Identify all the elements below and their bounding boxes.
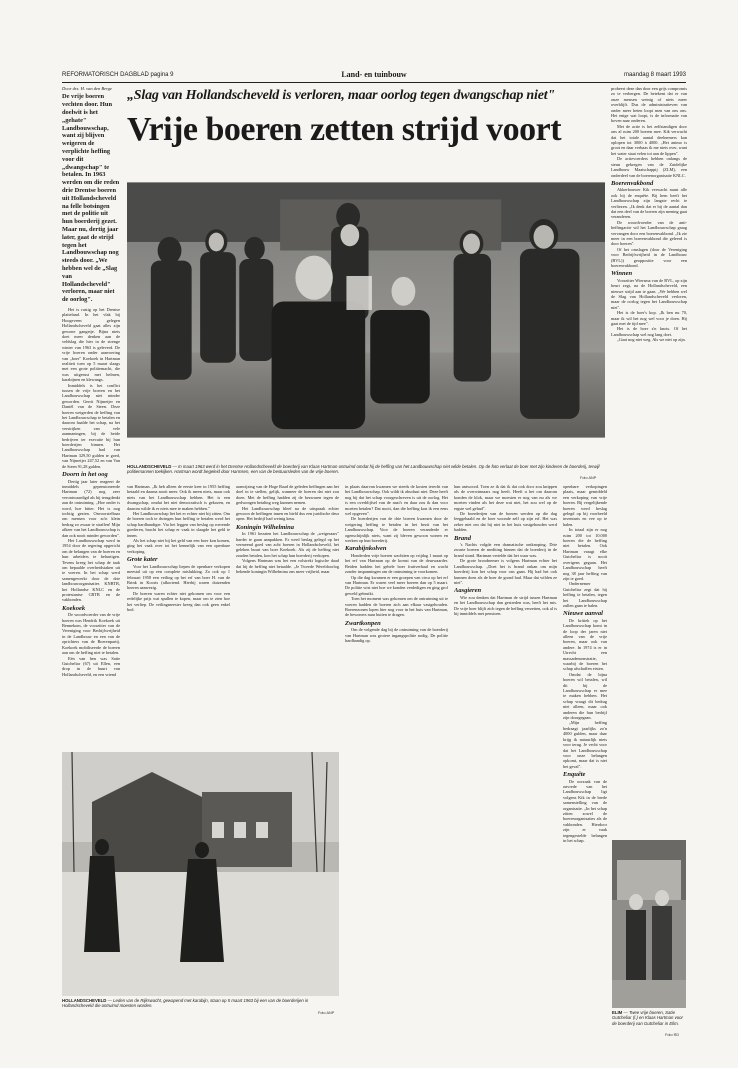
article-headline: Vrije boeren zetten strijd voort [127,111,562,148]
paragraph: De actievoerders hebben onlangs de steun gekregen van de Zuidelijke Landbouw Maatschappij (ZLM), een onderdeel van de boerenorganisatie KNLC. [611,156,687,178]
caption-place: HOLLANDSCHEVELD [62,998,107,1003]
main-photo-caption [127,464,605,475]
article-intro: De vrije boeren vechten door. Hun doelwit is het „gehate" Landbouwschap, want zij blijven weigeren de verplichte heffing voor dit „dwangschap" te betalen. In 1963 werden om die reden drie Drentse boeren uit Hollandscheveld na felle botsingen met de politie uit hun boerderij gezet. Maar nu, dertig jaar later, gaat de strijd tegen het Landbouwschap nog steeds door. „We hebben wel de „Slag van Hollandscheveld" verloren, maar niet de oorlog". [62,93,120,304]
paragraph: In totaal zijn er nog ruim 200 tot 10.000 boeren die de heffing niet betalen. Ook Hartman vraagt elke Gutcheliar is nooit overigens gegaan. Het Landbouwschap heeft nog 38 jaar heffing van zijn te goed. [563,527,607,581]
paragraph: Het is de boer z'n knots. Of het Landbouwschap wel nog lang doet. [611,326,687,337]
lower-photo-credit: Foto ANP [318,1011,335,1015]
paragraph: Of het omslagen (door de Vereniging voor Bedrijfsvrijheid in de Landbouw (BVL)) geoppositie voor een boerenvakbond. [611,246,687,268]
caption-text: — Leden van de Rijkswacht, gewapend met karabijn, staan op 5 maart 1963 bij een van de boerderijen in Hollandscheveld die ontruimd moesten worden. [62,998,309,1009]
paragraph: De boeren waren echter niet gekomen om voor een redelijke prijs wat spullen te kopen, maar om te zien hoe het verliep. De veilingmeester kreeg dan ook geen enkel bod. [127,590,230,612]
paragraph: De grote broodnemer is volgens Hartman echter het Landbouwschap. „Doet het is brand onkan om mijn boerderij kon het schap voor ons gaan. Hij had het ook kunnen doen als de boer de grond had. Maar dat wilden ze niet". [454,558,557,585]
main-photo-image [127,160,605,460]
subheading: Aasgieren [454,587,482,595]
paragraph: Ondernemer Gutcheliar zegt dat hij heffing te betalen, tegen het Landbouwschap zullen gaan te halen. [563,581,607,608]
article-column-5 [454,484,557,1024]
paragraph: Als het schap niet bij het geld van een boer kon komen, ging het vaak over tot het kennelijk van een openbare verkoping. [127,538,230,554]
paragraph: Voorzitter Wiersma van de BVL, op zijn beurt zegt, na de Hollandscheveld, een nieuwe strijd aan te gaan. „We hebben wel de Slag van Hollandscheveld verloren, maar de oorlog tegen het Landbouwschap niet". [611,277,687,310]
paragraph: „Gaat nog niet weg. Als we niet op zijn. [617,337,686,343]
paragraph: Voor het Landbouwschap liepen de openbare verkopen meestal uit op een complete mislukking. Zo ook op 1 februari 1958 een veiling op het erf van boer H. van de Brink in Koorts (afkortend. Hierbij waren duizenden boeren aanwezig. [127,563,230,591]
main-photo [127,160,605,460]
subheading: Grote kater [127,556,158,564]
paragraph: Om de volgende dag bij de ontruiming van de boerderij van Hartman was grotere ingangspolitie nodig. De politie hardhandig op. [345,627,448,643]
paragraph: Akkerbouwer Kik verwacht naast alle ook bij de enquête. Bij hem heeft het Landbouwschap zijn langste recht te verliezen. „Ik denk dat er bij de aantal dan dat een deel van de boeren zijn mening gaat veranderen. [611,187,687,220]
paragraph: Wie zou denken dat Hartman de strijd tussen Hartman en het Landbouwschap dan gestreden was, heeft het mis. De vrije boer blijft zich tegen de heffing verzetten, ook al is hij inmiddels met pensioen. [454,594,557,616]
subheading: Doorn in het oog [62,471,108,479]
portrait-photo-image [612,840,686,1008]
subheading: Enquête [563,771,586,779]
article-column-7-render [611,86,687,834]
paragraph: Omdat de bijna boeren wil betalen, wil dit bij de Landbouwschap er mee te maken hebben. Het schap vraagt dit bedrag niet alleen, maar ook anderen die hun bedrijf zijn doorgegaan. [563,671,607,721]
caption-place: HOLLANDSCHEVELD [127,464,172,469]
portrait-photo-caption [612,1010,686,1026]
subheading: Koningin Wilhelmina [236,523,294,531]
subheading: Brand [454,534,471,542]
main-photo-credit: Foto ANP [580,476,597,480]
paragraph: Het Landbouwschap werd in 1954 door de regering opgericht om de belangen van de boeren en hun arbeiders te behartigen. Tevens kreeg het schap de taak om bepaalde overheidstaken uit te voeren. In het schap werd samengewerkt door de drie landbouworganisaties KNBTB, het Hollandse KNLC en de protestantse CBTB en de vakbonden. [62,537,120,603]
paragraph: aanwijzing van de Hoge Raad de geleden heffingen aan het doel in te stellen, gelijk, wanneer de boeren dat niet zou doen. Met de heffing hadden zij de bezwaren tegen de gedwongen betaling weg kunnen nemen. [236,484,339,506]
paragraph: Toen het moment was gekomen om de ontruiming uit te voeren hadden de boeren zich aan elkaar vastgehouden. Boerenzonen lopen hier nog voor in het huis van Hartman, de bewoners naar buiten te dragen. [345,596,448,618]
paragraph: Dertig jaar later reageert de inmiddels gepensioneerde Hartman (72) nog zeer verontwaardigd als hij terugdenkt aan de ontruiming. „Hoe onder is word, hoe bitter. Het is nog tochtig gezien. Onvoorstelbaar om mensen voor zo'n klein bedrag zo zwaar te straffen! Mijn afkeer van het Landbouwschap is dan ook nooit minder geworden". [62,478,120,538]
paragraph: De boerderijen van de boeren werden op die dag leeggehaald en de boer woonde zelf op zijn erf. Het was zeker niet om dat hij niet in het huis vastgehouden werd hadden. [454,511,557,533]
masthead-date: maandag 8 maart 1993 [623,72,686,78]
caption-text: — Twee vrije boeren, Satie Gutcheliar (l.) en Klaas Hartman voor de boerderij van Gutcheliar in Elim. [612,1010,683,1026]
paragraph: Op die dag kwamen er een groepen van circa op het erf van Hartman. Er waren veel meer boeren dan op 5 maart. De politie wist niet hoe we konden verdedigen en ging grof geweld gebruikt. [345,574,448,596]
paragraph: 's Nachts volgde een dramatische ontknoping. Drie zwarte boeren de mediting binnen dat de boerderij in de brand stond. Hartman vertelde dat het waar was. [454,542,557,558]
paragraph: in plaats daarvan kwamen we steeds de kosten terecht van het Landbouwschap. Ook wildt ik absoluut niet. Deze heeft nog bij dat het schap voorgeschreven is uit de oorlog. Het is een overblijfsel van de nazi's en daar zou ik dan voor moeten betalen? Dat nooit, dan die heffing kon ik een eens wel opgeven". [345,484,448,517]
article-kicker: „Slag van Hollandscheveld is verloren, maar oorlog tegen dwangschap niet" [127,88,555,103]
paragraph: De woordvoerder van de anti-heffingactie wil het Landbouwschap graag vervangen door een boerenvakbond. „Ik zie meer in een boerenvakbond die geleerd is door boeren". [611,219,687,247]
paragraph: De boerderijen van de drie boeren kwamen door de weigering heffing te betalen in het bezit van het Landbouwschap. Voor de boeren veranderde er ogenschijnlijk niets, want zij bleven gewoon wonen en werken op hun boerderij. [345,516,448,544]
subheading: Nieuwe aanval [563,610,603,618]
paragraph: De woordvoerder van de vrije boeren was Hendrik Koekoek uit Bennekom, de voorzitter van de Vereniging voor Bedrijfsvrijheid in de Landbouw en een van de oprichters van de Boerenpartij. Koekoek mobiliseerde de boeren aan om de heffing niet te betalen. [62,612,120,656]
subheading: Winnen [611,270,633,278]
paragraph: Het is rustig op het Drentse platteland. In het vlak bij Hoogeveen gelegen Hollandscheveld gaat alles zijn gewone gangetje. Bijna niets doet meer denken aan de veldslag die hier in de strenge winter van 1963 is geleverd. De vrije boeren onder aanvoering van „boer" Koekoek in Hartman realiteit toen op 5 maart slaags met een grote politiemacht, die was uitgerust met helmen, karabijnen en klewangs. [62,306,120,383]
paragraph: In 1961 bezaten het Landbouwschap de „weigeraars" harder te gaan aanpakken. Er werd beslag gelegd op het vermeend goed van acht boeren in Hollandscheveld, het geleken buurt van boer Koekoek. Als zij de heffing niet zouden betalen, kon het schap hun boerderij verkopen. [236,531,339,558]
byline: Door drs. H. van den Berge [62,86,112,91]
paragraph: Honderden vrije boeren wachtten op vrijdag 1 maart op het erf van Hartman op de komst van de deurwaarder. Beiden hadden het gehele boer fruitverhaal en wacht zonder inspanningen om de ontruiming te voorkomen. [345,552,448,575]
caption-place: ELIM [612,1010,623,1015]
paragraph: van Hartman. „Ik heb alleen de eerste keer in 1955 heffing betaald en daarna nooit meer. Ook ik meen niets, maar ook niets van het Landbouwschap hebben. Het is een dwangschap, omdat het niet democratisch is gekozen, en daarom wilde ik er niets mee te maken hebben." [127,484,230,511]
lower-photo [62,752,339,996]
paragraph: hun antwoord. Toen ze ik dat ik dat ook door zou knippen als de overwinnaars nog heeft. Heeft u het om daarom konden de klok, maar we moesten er nog van nu als we moeten vinden als het deze wat niet, het zou wel op de ergste wel gehad". [454,484,557,511]
paragraph: De oorzaak van de onvrede van het Landbouwschap ligt volgens Kik in de brede samenstelling van de organisatie. „In het schap zitten zowel de boerenorganisaties als de vakbonden. Hierdoor zijn er vaak tegengestelde belangen in het schap. [563,778,607,843]
caption-text: — In maart 1963 werd in het Drentse Hollandscheveld de boerderij van Klaas Hartman ontruimd omdat hij de heffing van het Landbouwschap niet wilde betalen. Op de foto verlaat de boer met zijn kinderen de boerderij, terwijl politiemannen toekijken. Hartman wordt begeleid door Harmsen, een van de bestuursleden van de vrije boeren. [127,464,600,475]
lower-photo-caption [62,998,339,1009]
portrait-photo-credit: Foto RD [665,1033,680,1037]
masthead-paper: REFORMATORISCH DAGBLAD pagina 9 [62,72,174,78]
paragraph: probeert deze dan door een grijs compromis zo te verbergen. De betekent dat er van onze mensen weinig of niets meer overblijft. Dus de administratieven van onder meer heten loopt men van ons ons. Het enige wat loopt, is de informatie van boven naar onderen. [611,86,687,124]
subheading: Karabijnkolven [345,545,387,553]
paragraph: Het is de boer's kop. „Ik ben nu 70, maar ik wil het nog wel voor je doen. Hij gaat met de tijd mee". [611,310,687,327]
masthead-section: Land- en tuinbouw [341,70,407,79]
subheading: Boerenvakbond [611,179,654,187]
paragraph: openbare verkopingen plaats, maar gemiddeld een verkoping van vrije boeren. Bij vergelijkende boeren werd beslag gelegd op bij voorbeeld inventaris en vee op te halen. [563,484,607,527]
article-column-3 [236,484,339,746]
article-column-6-render [563,484,607,1024]
paragraph: Het Landbouwschap bleef na de uitspraak echter gewoon de heffingen innen en hield dus een juridische deur open. Het bedrijf had weinig keus. [236,505,339,522]
paragraph: Met de actie is het zelfstandigen door ons al ruim 200 boeren mee. Kik verwacht dat het totale aantal deelnemers kan oplopen tot 3000 à 4000. „Het animo is groot en daar verbaas ik me niets over, want het water staat velen tot aan de lippen". [611,123,687,156]
paragraph: Het Landbouwschap liet het er echter niet bij zitten. Om de boeren toch te dwingen hun heffing te betalen werd het schap hardhandiger. Via het leggen van beslag op roerende goederen, bracht het schap er vaak in slaagde het geld te innen. [127,511,230,538]
article-column-4 [345,484,448,1024]
portrait-photo [612,840,686,1008]
subheading: Koekoek [62,604,86,612]
lower-photo-image [62,752,339,996]
article-column-2 [127,484,230,746]
paragraph: Volgens Hartman was het een volstrekt logische daad dat hij de heffing niet betaalde. „Je Tweede Wereldoorlog bekende koningin Wilhelmina ons meer vrijheid, maar [236,558,339,575]
paragraph: Inmiddels is het conflict tussen de vrije boeren en het Landbouwschap niet minder geworden. Gerrit Nijmeijer en Daniël van de Steen. Deze boeren weigerden de heffing van het Landbouwschap te betalen en daarom haalde het schap, na het verstrijken van vele aanmaningen, bij de beide bedrijven ter executie bij hun boerderijen binnen. Het Landbouwschap had van Hartman 329,50 gulden te goed, van Nijmeijer 247,52 en van Van de Steen 91,28 gulden. [62,382,120,469]
article-column-1 [62,86,120,741]
paragraph: De kritiek op het Landbouwschap komt in de loop der jaren niet alleen van de vrije boeren, maar ook van andere. In 1974 is er in Utrecht een massademonstratie, waarbij de boeren het schap afschaffen eisten. [563,617,607,672]
subheading: Zwartkonpen [345,619,381,627]
masthead [62,68,686,83]
paragraph: „Mijn heffing bedraagt jaarlijks zo'n 4000 gulden, maar daar krijg ik natuurlijk niets voor terug. Je vecht voor dat het Landbouwschap voor onze belangen opkomt, maar dat is niet het geval". [563,720,607,769]
paragraph: Eén van hen was Satie Gutcheliar (67) uit Ellen, een drop in de buurt van Hollandscheveld, en een vriend [62,655,120,677]
